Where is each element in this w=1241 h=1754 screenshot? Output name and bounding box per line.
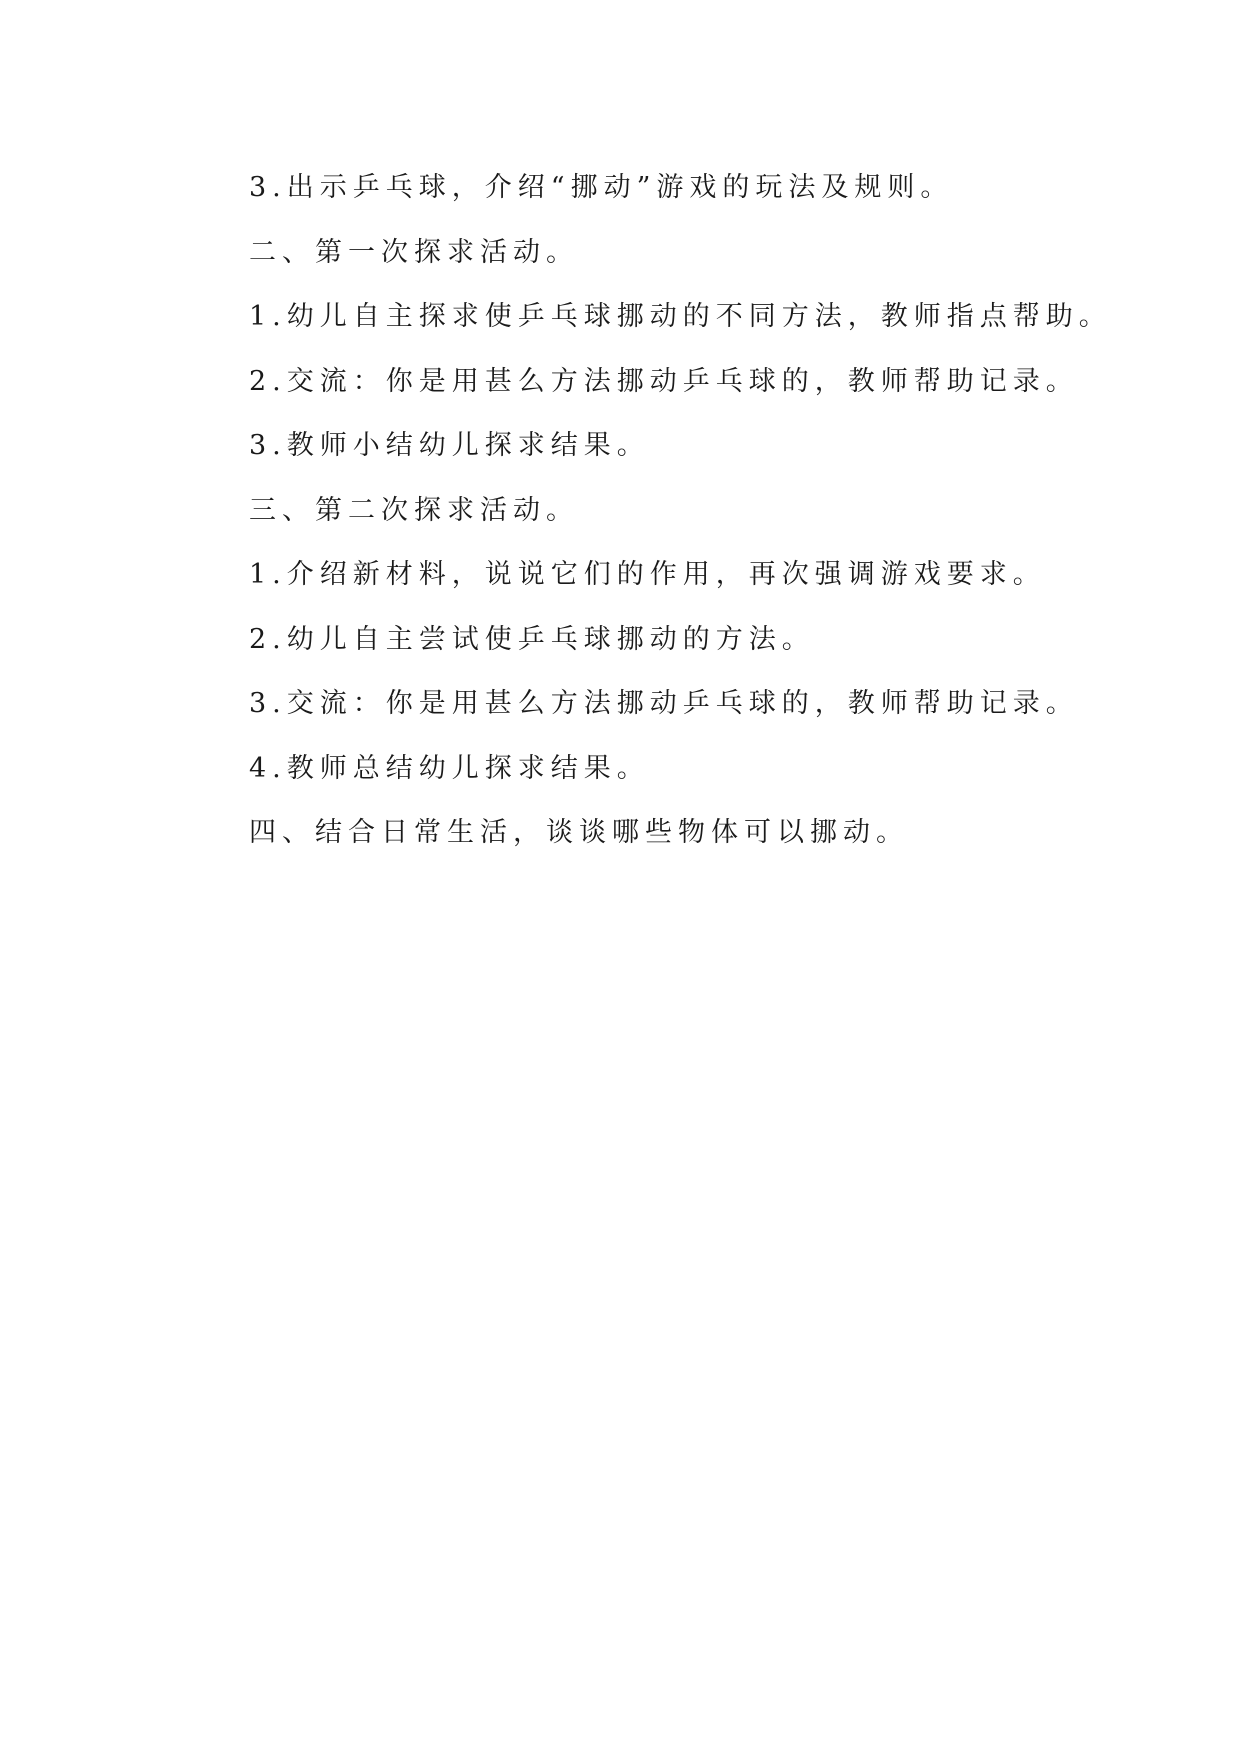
section-heading: 二、第一次探求活动。 bbox=[249, 236, 579, 268]
step-line: 3.教师小结幼儿探求结果。 bbox=[249, 430, 650, 461]
step-line: 4.教师总结幼儿探求结果。 bbox=[249, 752, 650, 784]
section-heading: 三、第二次探求活动。 bbox=[249, 494, 579, 526]
step-line: 3.交流：你是用甚么方法挪动乒乓球的，教师帮助记录。 bbox=[249, 688, 1079, 719]
section-heading: 四、结合日常生活，谈谈哪些物体可以挪动。 bbox=[249, 817, 909, 848]
step-line: 3.出示乒乓球，介绍“挪动”游戏的玩法及规则。 bbox=[249, 172, 954, 203]
step-line: 1.介绍新材料，说说它们的作用，再次强调游戏要求。 bbox=[249, 559, 1046, 590]
document-body bbox=[249, 156, 1129, 866]
step-line: 2.交流：你是用甚么方法挪动乒乓球的，教师帮助记录。 bbox=[249, 365, 1079, 397]
step-line: 1.幼儿自主探求使乒乓球挪动的不同方法，教师指点帮助。 bbox=[249, 301, 1112, 332]
step-line: 2.幼儿自主尝试使乒乓球挪动的方法。 bbox=[249, 623, 815, 655]
